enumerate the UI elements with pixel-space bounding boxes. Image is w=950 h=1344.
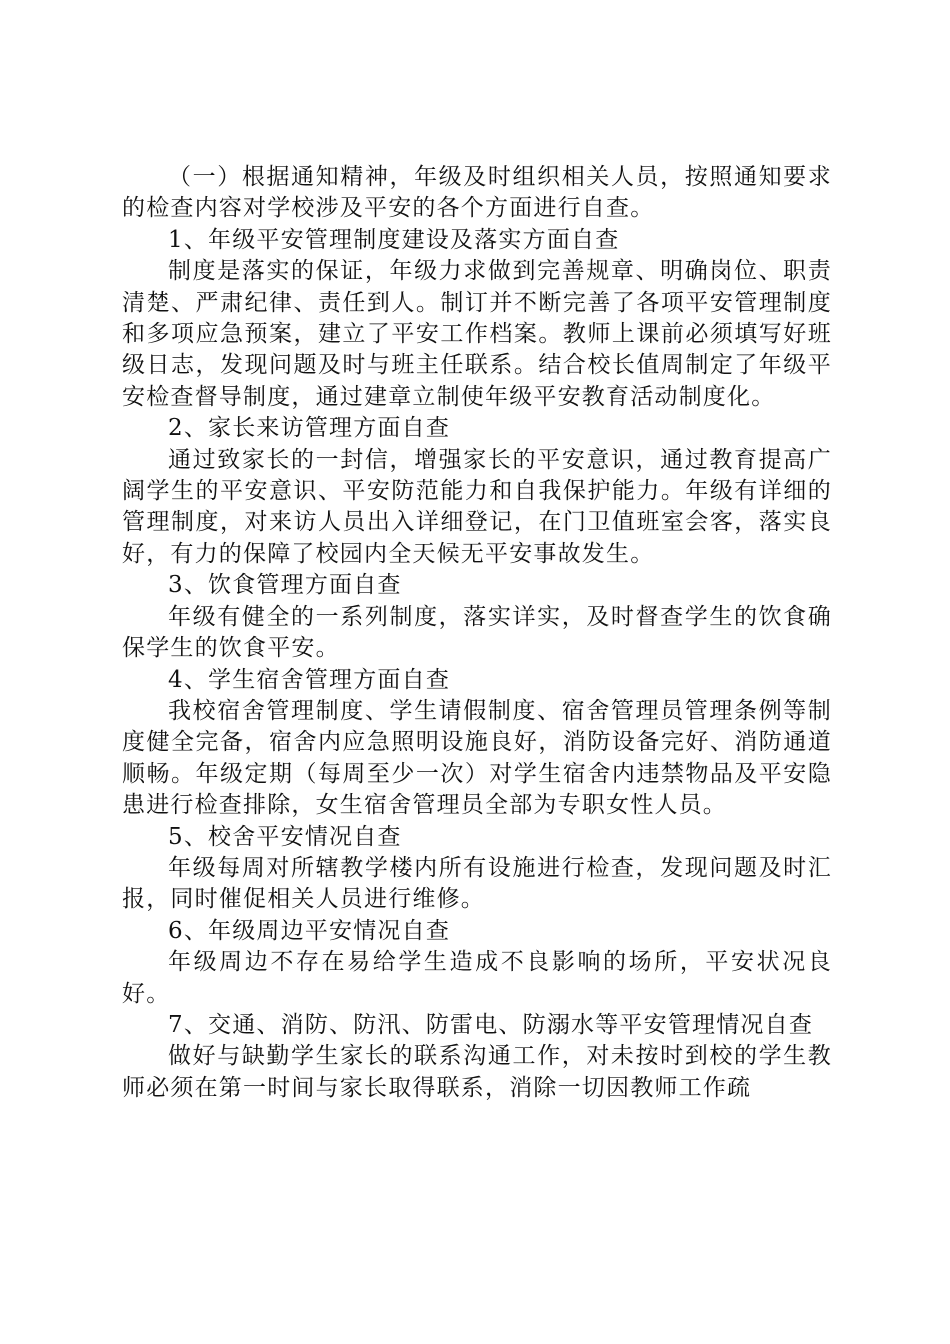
section-body-1: 制度是落实的保证，年级力求做到完善规章、明确岗位、职责清楚、严肃纪律、责任到人。制订并不断完善了各项平安管理制度和多项应急预案，建立了平安工作档案。教师上课前必须填写好班级日志，发现问题及时与班主任联系。结合校长值周制定了年级平安检查督导制度，通过建章立制使年级平安教育活动制度化。 bbox=[122, 258, 832, 410]
section-body-7: 做好与缺勤学生家长的联系沟通工作，对未按时到校的学生教师必须在第一时间与家长取得联系，消除一切因教师工作疏 bbox=[122, 1043, 832, 1101]
document-body bbox=[122, 162, 832, 1104]
section-body-6: 年级周边不存在易给学生造成不良影响的场所，平安状况良好。 bbox=[122, 949, 832, 1007]
section-body-2: 通过致家长的一封信，增强家长的平安意识，通过教育提高广阔学生的平安意识、平安防范能力和自我保护能力。年级有详细的管理制度，对来访人员出入详细登记，在门卫值班室会客，落实良好，有力的保障了校园内全天候无平安事故发生。 bbox=[122, 446, 832, 567]
section-heading-3: 3、饮食管理方面自查 bbox=[168, 572, 402, 599]
section-heading-1: 1、年级平安管理制度建设及落实方面自查 bbox=[168, 226, 620, 253]
section-heading-4: 4、学生宿舍管理方面自查 bbox=[168, 666, 451, 693]
section-heading-5: 5、校舍平安情况自查 bbox=[168, 823, 402, 850]
intro-paragraph: （一）根据通知精神，年级及时组织相关人员，按照通知要求的检查内容对学校涉及平安的各个方面进行自查。 bbox=[122, 164, 832, 222]
section-heading-6: 6、年级周边平安情况自查 bbox=[168, 917, 451, 944]
section-heading-7: 7、交通、消防、防汛、防雷电、防溺水等平安管理情况自查 bbox=[168, 1011, 814, 1038]
section-heading-2: 2、家长来访管理方面自查 bbox=[168, 415, 451, 442]
section-body-3: 年级有健全的一系列制度，落实详实，及时督查学生的饮食确保学生的饮食平安。 bbox=[122, 603, 832, 662]
section-body-5: 年级每周对所辖教学楼内所有设施进行检查，发现问题及时汇报，同时催促相关人员进行维修。 bbox=[122, 854, 832, 913]
section-body-4: 我校宿舍管理制度、学生请假制度、宿舍管理员管理条例等制度健全完备，宿舍内应急照明设施良好，消防设备完好、消防通道顺畅。年级定期（每周至少一次）对学生宿舍内违禁物品及平安隐患进行检查排除，女生宿舍管理员全部为专职女性人员。 bbox=[122, 697, 832, 819]
